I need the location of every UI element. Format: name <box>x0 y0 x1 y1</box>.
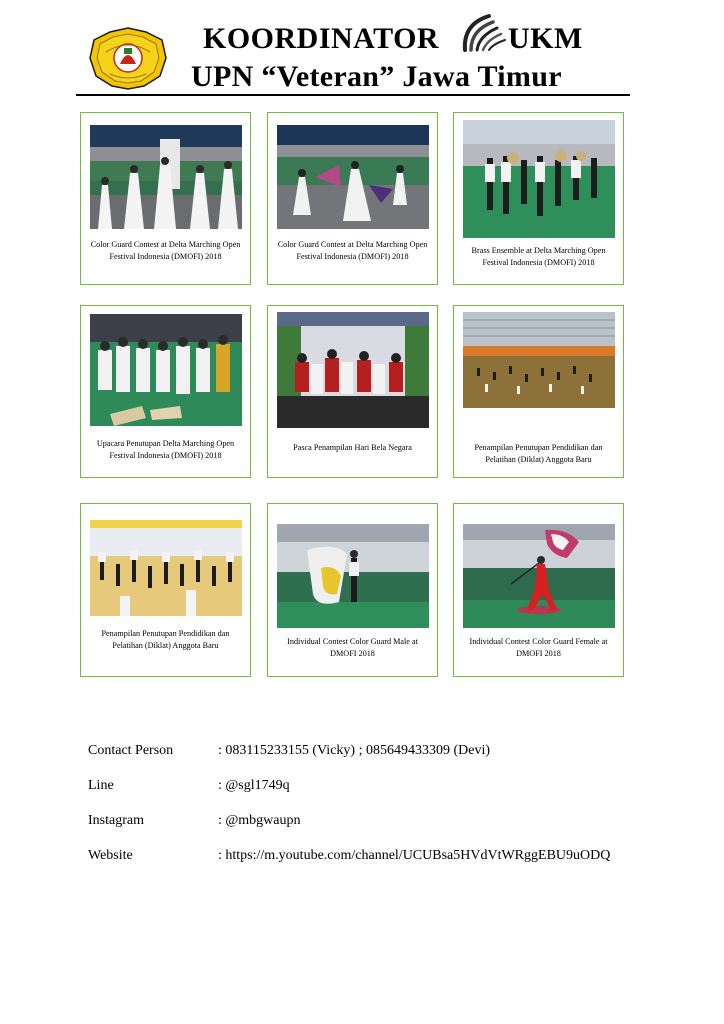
photo-brass-ensemble <box>463 120 615 238</box>
gallery-card <box>80 305 251 478</box>
contact-website-label: Website <box>88 848 133 863</box>
ukm-swirl-emblem-icon <box>459 10 511 60</box>
gallery-card <box>267 503 438 677</box>
header-subtitle: UPN “Veteran” Jawa Timur <box>191 60 562 93</box>
gallery-caption: Pasca Penampilan Hari Bela Negara <box>293 443 412 452</box>
photo-stadium-formation <box>463 312 615 408</box>
header-title-left: KOORDINATOR <box>203 22 440 55</box>
gallery-caption: Color Guard Contest at Delta Marching Open Festival Indonesia (DMOFI) 2018 <box>90 240 241 261</box>
gallery-card <box>453 503 624 677</box>
gallery-card <box>267 112 438 285</box>
gallery-caption: Individual Contest Color Guard Female at DMOFI 2018 <box>469 637 608 658</box>
gallery-caption: Penampilan Penutupan Pendidikan dan Pelatihan (Diklat) Anggota Baru <box>101 629 230 650</box>
contact-instagram-label: Instagram <box>88 813 144 828</box>
gallery-card <box>453 112 624 285</box>
photo-indoor-formation <box>90 520 242 616</box>
photo-color-guard-group <box>90 125 242 229</box>
gallery-card <box>453 305 624 478</box>
gallery-card <box>267 305 438 478</box>
photo-solo-female-flag <box>463 524 615 628</box>
contact-instagram-value: : @mbgwaupn <box>218 813 301 828</box>
gallery-caption: Upacara Penutupan Delta Marching Open Festival Indonesia (DMOFI) 2018 <box>96 439 235 460</box>
gallery-caption: Color Guard Contest at Delta Marching Open Festival Indonesia (DMOFI) 2018 <box>277 240 428 261</box>
header-divider <box>76 94 630 96</box>
contact-line-value: : @sgl1749q <box>218 778 290 793</box>
gallery-card <box>80 112 251 285</box>
contact-person-value: : 083115233155 (Vicky) ; 085649433309 (Devi) <box>218 743 490 758</box>
photo-color-guard-performance <box>277 125 429 229</box>
gallery-caption: Brass Ensemble at Delta Marching Open Festival Indonesia (DMOFI) 2018 <box>471 246 606 267</box>
photo-post-performance-group <box>277 312 429 428</box>
university-seal-icon <box>88 26 168 90</box>
photo-closing-ceremony-group <box>90 314 242 426</box>
header-title-right: UKM <box>508 22 583 55</box>
contact-person-label: Contact Person <box>88 743 174 758</box>
contact-line-label: Line <box>88 778 114 793</box>
gallery-caption: Individual Contest Color Guard Male at DMOFI 2018 <box>287 637 418 658</box>
gallery-card <box>80 503 251 677</box>
gallery-caption: Penampilan Penutupan Pendidikan dan Pelatihan (Diklat) Anggota Baru <box>474 443 603 464</box>
contact-website-link[interactable]: : https://m.youtube.com/channel/UCUBsa5HVdVtWRggEBU9uODQ <box>218 848 611 863</box>
photo-solo-male-flag <box>277 524 429 628</box>
